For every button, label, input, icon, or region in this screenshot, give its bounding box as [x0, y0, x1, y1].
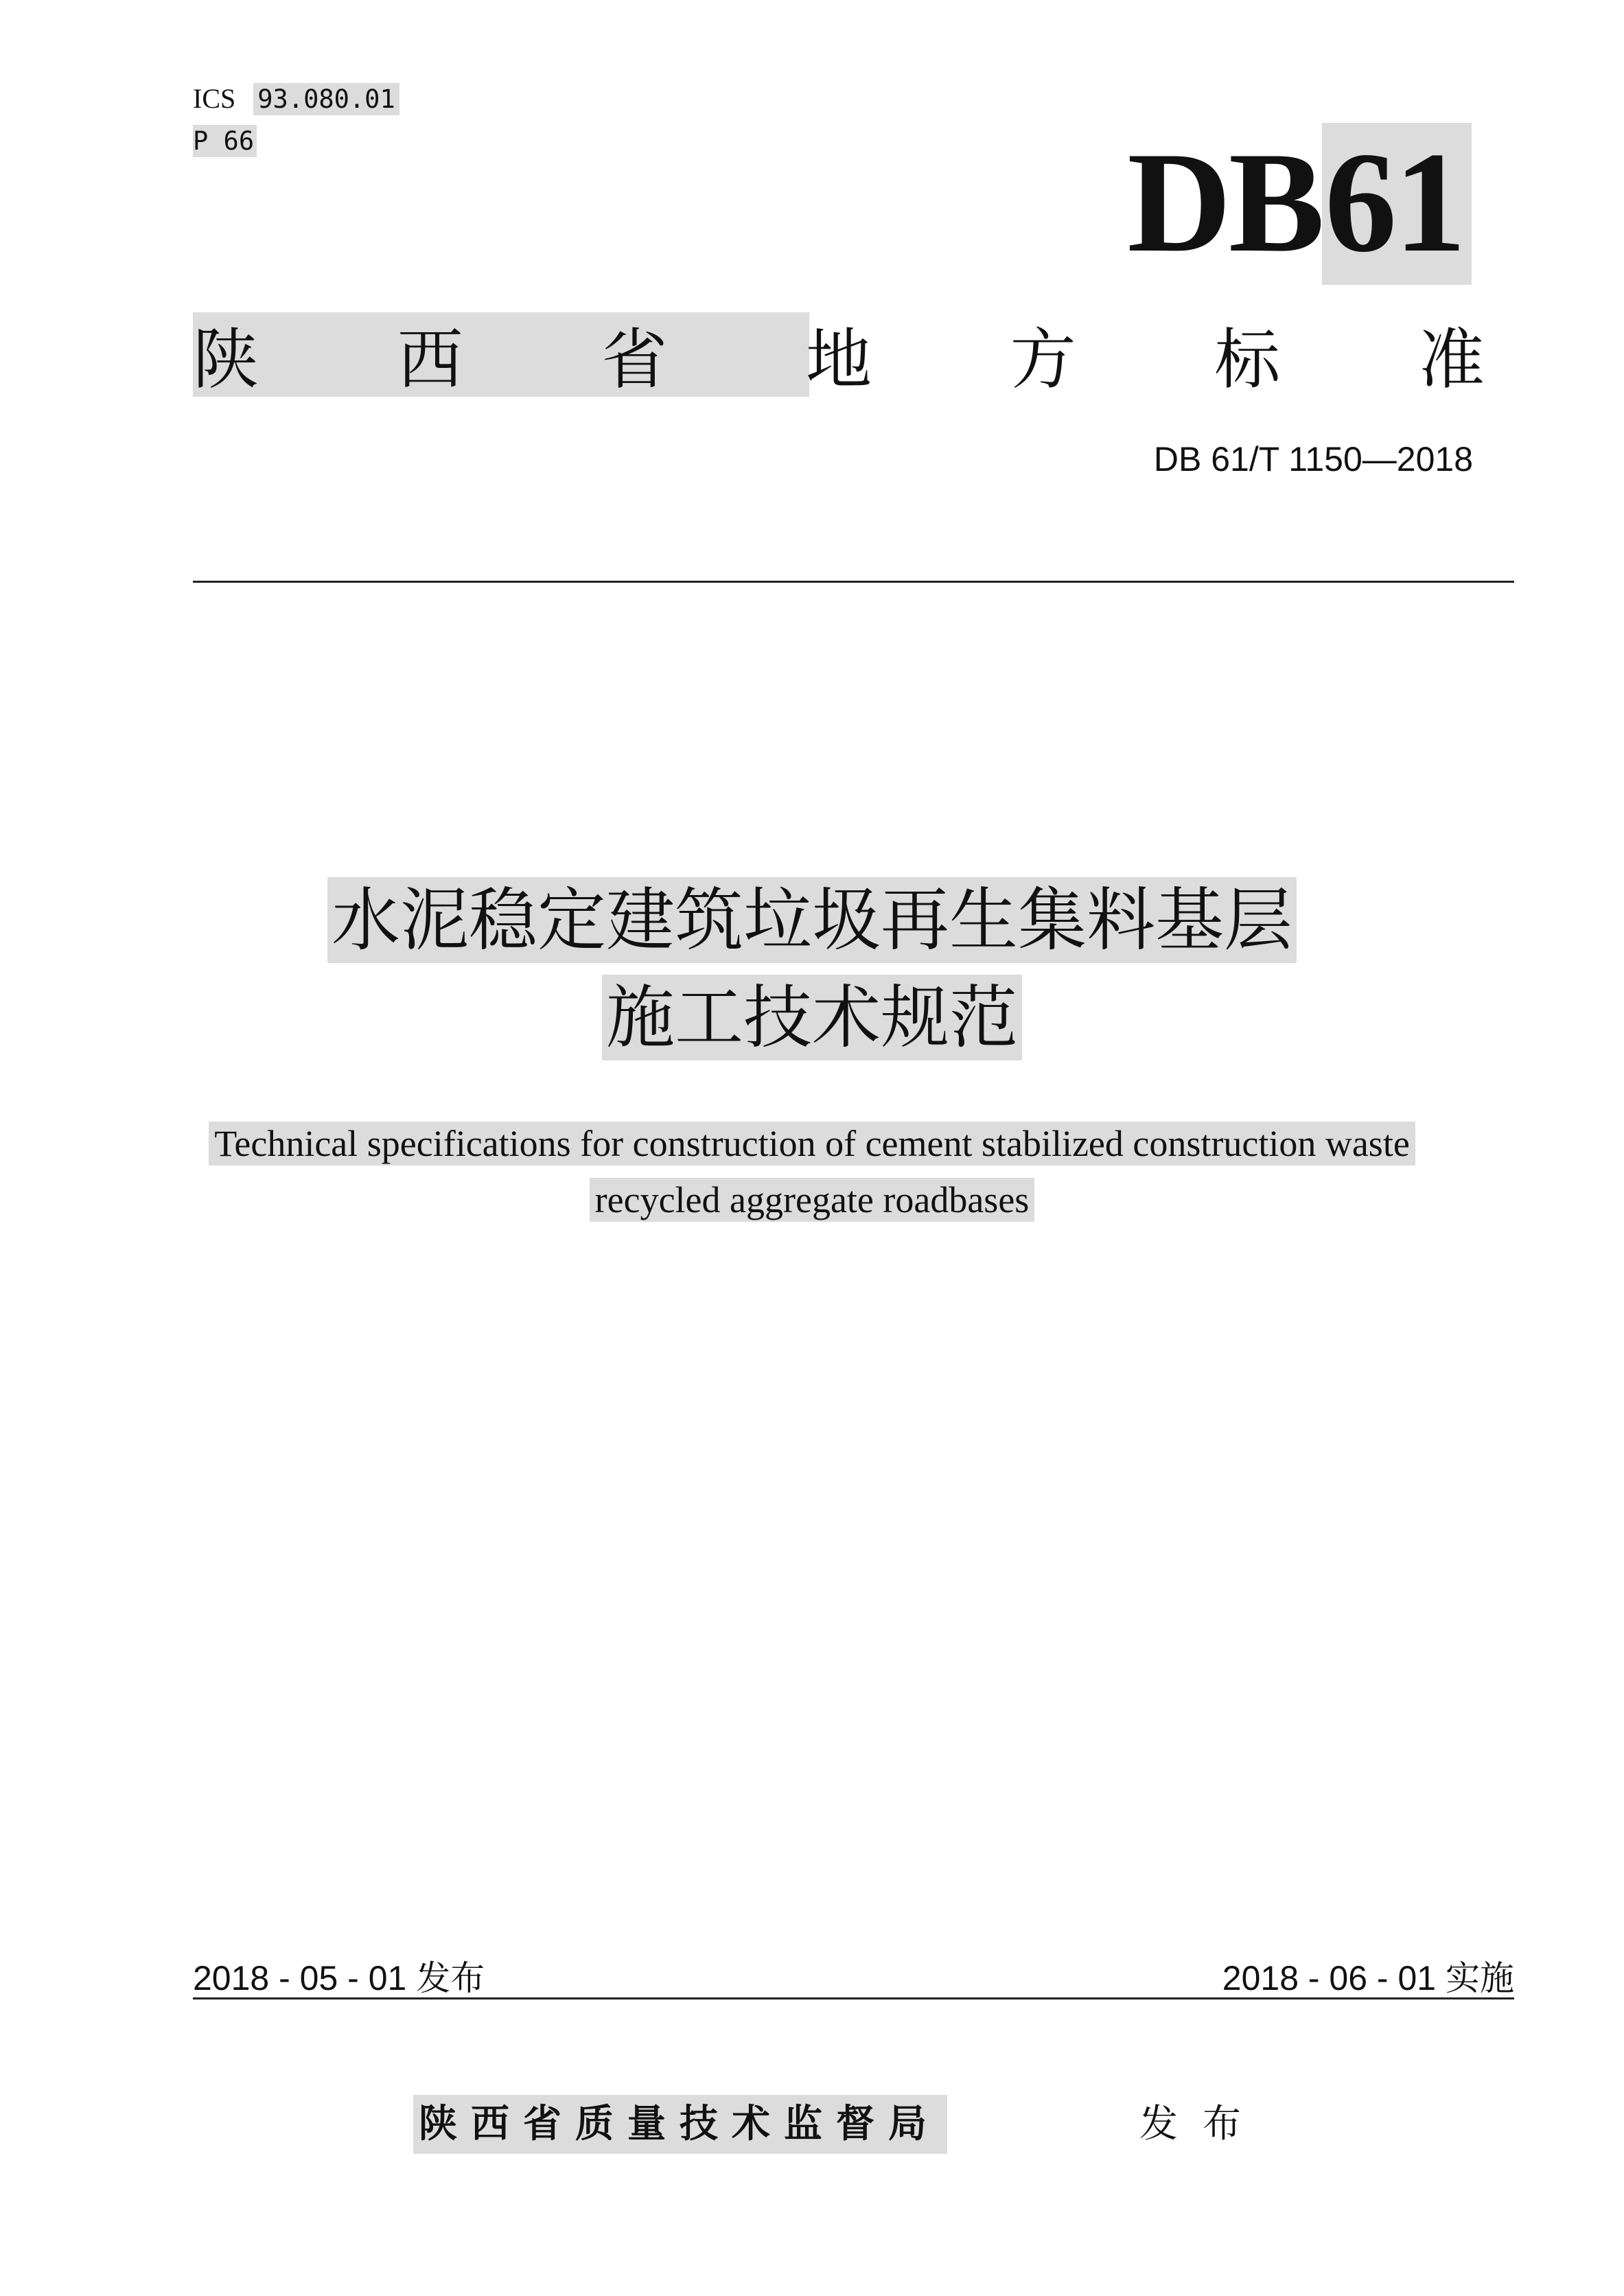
bottom-divider — [193, 1997, 1514, 1999]
standard-type-char: 方 — [1010, 321, 1076, 398]
standard-type-char: 标 — [1214, 321, 1281, 398]
logo-number: 61 — [1322, 123, 1472, 285]
top-divider — [193, 581, 1514, 583]
classification-code — [193, 124, 257, 159]
classification-value: P 66 — [193, 125, 257, 157]
english-title — [0, 1115, 1624, 1228]
publish-label: 发布 — [1139, 2102, 1266, 2146]
standard-type-heading — [193, 312, 1485, 397]
standard-type-char: 西 — [397, 321, 463, 398]
ics-code — [193, 81, 399, 117]
standard-type-char: 准 — [1418, 321, 1485, 398]
chinese-title-line2: 施工技术规范 — [602, 975, 1022, 1060]
publisher-name: 陕西省质量技术监督局 — [413, 2095, 947, 2154]
standard-type-char: 陕 — [193, 321, 259, 398]
db61-logo — [1127, 123, 1472, 282]
ics-label: ICS — [193, 83, 236, 114]
chinese-title — [0, 872, 1624, 1067]
implementation-date: 2018 - 06 - 01 实施 — [1222, 1959, 1514, 1997]
chinese-title-line1: 水泥稳定建筑垃圾再生集料基层 — [327, 877, 1297, 963]
publish-date: 2018 - 05 - 01 发布 — [193, 1959, 485, 1997]
standard-number: DB 61/T 1150—2018 — [1153, 440, 1473, 478]
english-title-line2: recycled aggregate roadbases — [590, 1178, 1035, 1222]
standard-type-char: 地 — [805, 321, 872, 398]
standard-type-char: 省 — [601, 321, 668, 398]
ics-value: 93.080.01 — [253, 83, 399, 115]
logo-prefix: DB — [1127, 123, 1322, 282]
english-title-line1: Technical specifications for construction of cement stabilized construction waste — [209, 1122, 1415, 1166]
